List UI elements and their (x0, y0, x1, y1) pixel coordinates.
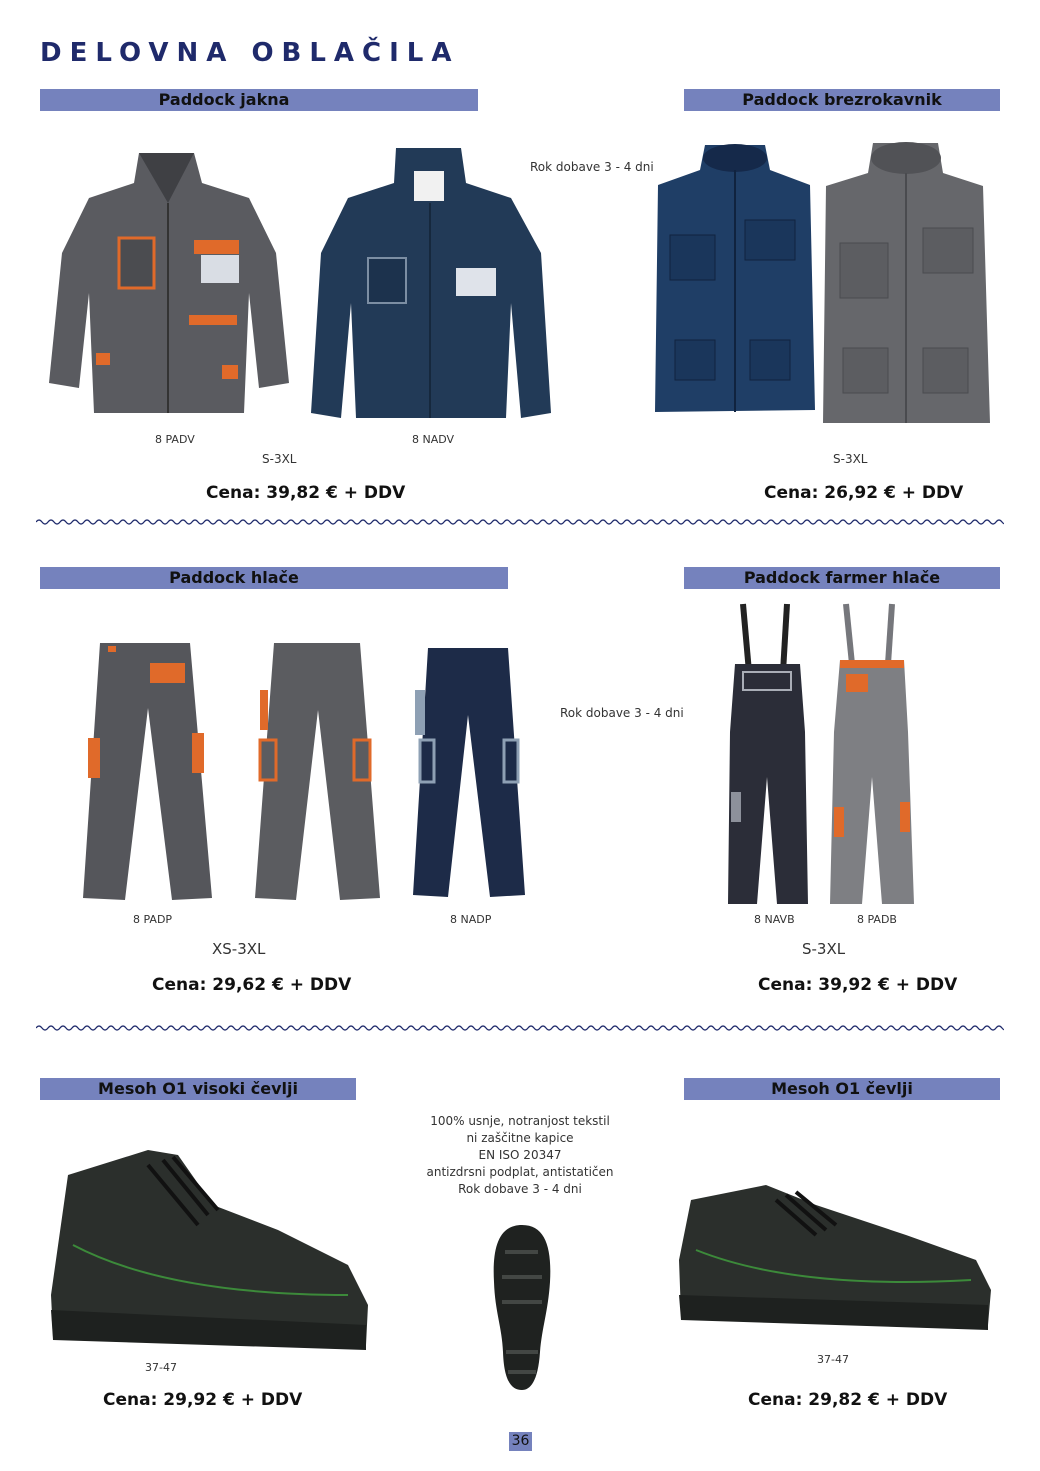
shoe-info-line: antizdrsni podplat, antistatičen (426, 1165, 614, 1179)
size-range: S-3XL (262, 452, 297, 466)
price-label: Cena: 39,92 € + DDV (758, 975, 958, 995)
size-range: XS-3XL (212, 940, 266, 958)
trousers-navy-image (410, 645, 528, 900)
product-code: 8 PADV (155, 433, 195, 446)
shoe-sole-image (490, 1222, 554, 1392)
product-code: 8 NAVB (754, 913, 795, 926)
trousers-grey-front-image (252, 640, 384, 905)
section-title-trousers (40, 567, 508, 589)
section-title-high-shoes: Mesoh O1 visoki čevlji (40, 1078, 356, 1100)
section-title-text: Paddock hlače (169, 568, 299, 587)
shoe-info-line: ni zaščitne kapice (466, 1131, 574, 1145)
vest-navy-image (650, 140, 820, 420)
product-code: 8 NADV (412, 433, 455, 446)
delivery-time: Rok dobave 3 - 4 dni (530, 160, 654, 174)
shoe-info (400, 1113, 640, 1198)
shoe-info-line: 100% usnje, notranjost tekstil (430, 1114, 610, 1128)
size-range: 37-47 (145, 1361, 177, 1374)
trousers-grey-back-image (80, 638, 215, 903)
section-title-overalls: Paddock farmer hlače (684, 567, 1000, 589)
product-code: 8 NADP (450, 913, 492, 926)
section-title-text: Paddock jakna (158, 90, 290, 109)
wave-divider (36, 517, 1004, 527)
size-range: 37-47 (817, 1353, 849, 1366)
product-code: 8 PADB (857, 913, 897, 926)
price-label: Cena: 29,62 € + DDV (152, 975, 352, 995)
page-number: 36 (509, 1432, 532, 1451)
high-shoe-image (48, 1145, 373, 1360)
low-shoe-image (676, 1180, 994, 1335)
size-range: S-3XL (802, 940, 846, 958)
vest-grey-image (818, 138, 993, 428)
delivery-time: Rok dobave 3 - 4 dni (560, 706, 684, 720)
jacket-grey-orange-image (44, 143, 292, 423)
shoe-info-line: Rok dobave 3 - 4 dni (458, 1182, 582, 1196)
section-title-vest: Paddock brezrokavnik (684, 89, 1000, 111)
section-title-low-shoes: Mesoh O1 čevlji (684, 1078, 1000, 1100)
jacket-navy-image (306, 143, 554, 423)
price-label: Cena: 29,82 € + DDV (748, 1390, 948, 1410)
product-code: 8 PADP (133, 913, 173, 926)
size-range: S-3XL (833, 452, 868, 466)
price-label: Cena: 26,92 € + DDV (764, 483, 964, 503)
price-label: Cena: 29,92 € + DDV (103, 1390, 303, 1410)
overalls-grey-image (828, 602, 916, 907)
section-title-jacket (40, 89, 478, 111)
overalls-navy-image (725, 602, 810, 907)
price-label: Cena: 39,82 € + DDV (206, 483, 406, 503)
page-title: DELOVNA OBLAČILA (40, 38, 460, 68)
shoe-info-line: EN ISO 20347 (478, 1148, 562, 1162)
wave-divider (36, 1023, 1004, 1033)
